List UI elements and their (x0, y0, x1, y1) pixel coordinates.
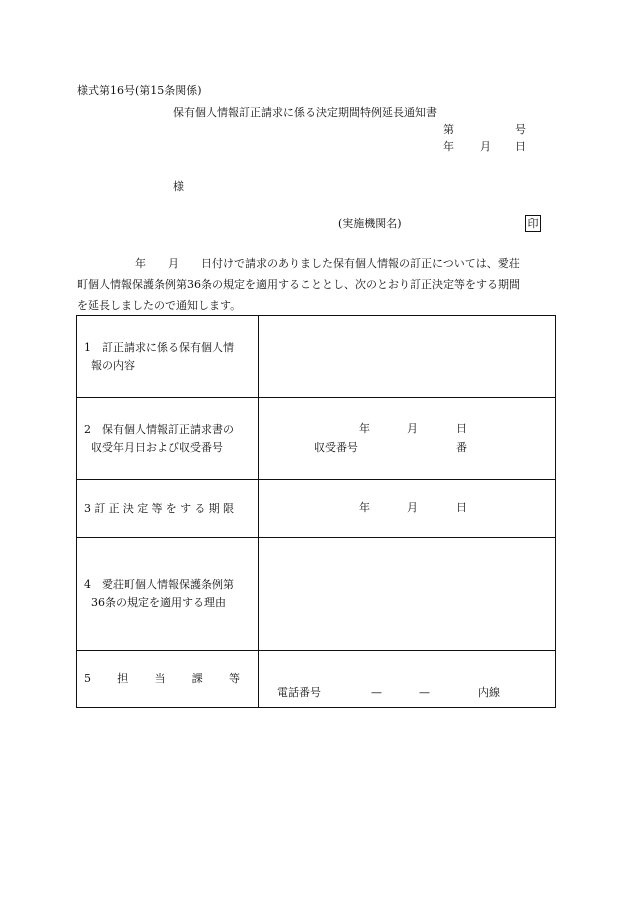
number-prefix: 第 (443, 123, 454, 136)
notice-table (76, 315, 556, 708)
form-number: 様式第16号(第15条関係) (77, 84, 202, 97)
deadline-year: 年 (359, 501, 370, 514)
row5-label (77, 651, 259, 708)
date-day: 日 (515, 140, 526, 153)
phone-dash-2: — (419, 686, 430, 699)
receipt-number-suffix: 番 (456, 441, 467, 454)
department-label: 5 担 当 課 等 (84, 672, 240, 685)
row-reason (77, 538, 556, 651)
intro-paragraph (77, 253, 557, 316)
row-department (77, 651, 556, 708)
row-correction-content (77, 316, 556, 398)
deadline-month: 月 (407, 501, 418, 514)
receipt-month: 月 (407, 422, 418, 435)
row3-label (77, 480, 259, 538)
seal-stamp: 印 (525, 215, 541, 232)
number-suffix: 号 (515, 123, 526, 136)
row2-label: 2 保有個人情報訂正請求書の 収受年月日および収受番号 (77, 398, 259, 480)
row1-label: 1 訂正請求に係る保有個人情 報の内容 (77, 316, 259, 398)
row1-value (259, 316, 556, 398)
receipt-year: 年 (359, 422, 370, 435)
row-deadline (77, 480, 556, 538)
phone-dash-1: — (371, 686, 382, 699)
deadline-day: 日 (456, 501, 467, 514)
intro-line-2: 町個人情報保護条例第36条の規定を適用することとし、次のとおり訂正決定等をする期間 (77, 278, 520, 291)
row3-value (259, 480, 556, 538)
date-year: 年 (443, 140, 454, 153)
receipt-day: 日 (456, 422, 467, 435)
document-title: 保有個人情報訂正請求に係る決定期間特例延長通知書 (173, 106, 437, 119)
intro-line-1: 年 月 日付けで請求のありました保有個人情報の訂正については、愛荘 (135, 257, 520, 270)
receipt-number-label: 収受番号 (314, 441, 358, 454)
date-month: 月 (480, 140, 491, 153)
phone-label: 電話番号 (277, 686, 321, 699)
row4-label: 4 愛荘町個人情報保護条例第 36条の規定を適用する理由 (77, 538, 259, 651)
intro-line-3: を延長しましたので通知します。 (77, 299, 242, 312)
addressee-honorific: 様 (173, 180, 184, 193)
row2-value (259, 398, 556, 480)
row4-value (259, 538, 556, 651)
deadline-label: 3 訂 正 決 定 等 を す る 期 限 (84, 501, 234, 515)
agency-name-label: (実施機関名) (338, 217, 402, 230)
extension-label: 内線 (478, 686, 500, 699)
row-receipt-info (77, 398, 556, 480)
row5-value (259, 651, 556, 708)
